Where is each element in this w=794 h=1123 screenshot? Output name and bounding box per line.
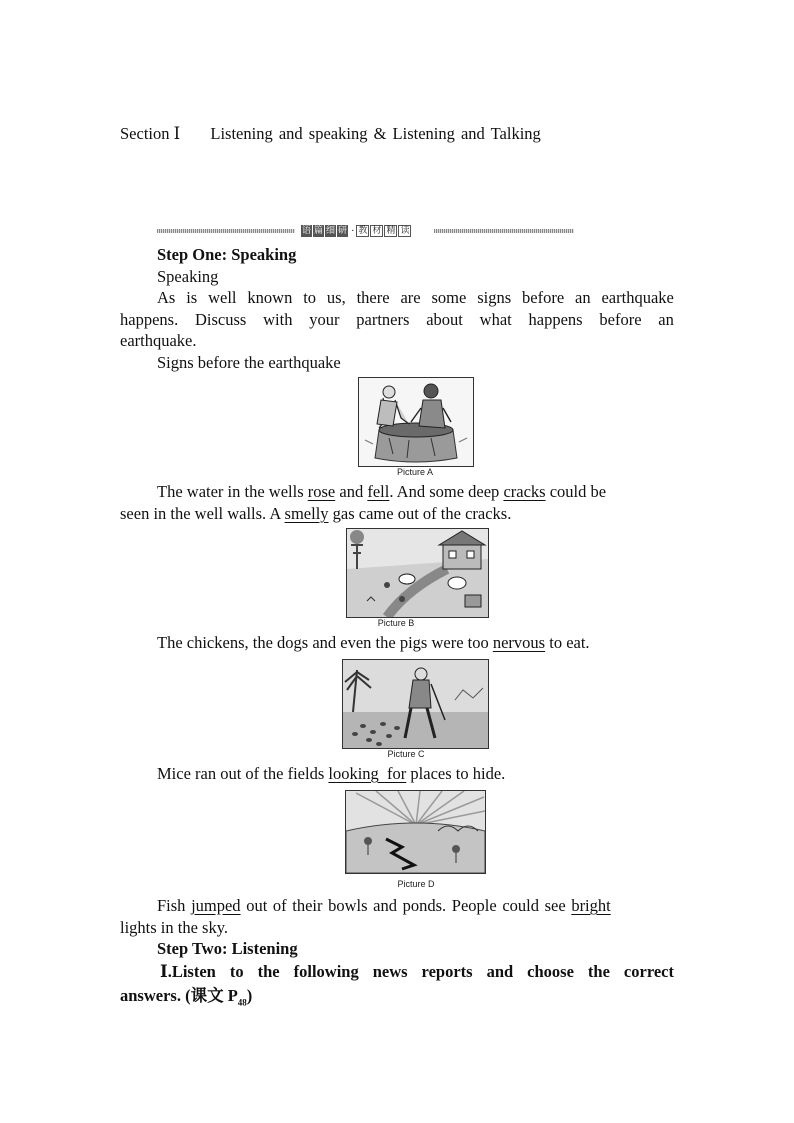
word: well	[208, 288, 237, 307]
picture-b-illustration	[346, 528, 489, 618]
word: what	[479, 310, 512, 329]
word: following	[293, 962, 359, 981]
word: to	[229, 962, 244, 981]
sentence-d-line-1	[157, 895, 674, 917]
answer-cracks: cracks	[503, 482, 546, 501]
sentence-b-line-1	[157, 632, 674, 654]
word: known	[247, 288, 293, 307]
word: an	[658, 310, 674, 329]
text: . And some deep	[389, 482, 504, 501]
picture-c-caption: Picture C	[387, 749, 425, 759]
word: an	[575, 288, 591, 307]
word: earthquake	[601, 288, 674, 307]
word: us,	[326, 288, 346, 307]
banner-char: 语	[302, 226, 312, 236]
banner-char: 读	[400, 226, 410, 236]
answer-looking-for: looking for	[328, 764, 407, 783]
picture-d-illustration	[345, 790, 486, 874]
answer-fell: fell	[367, 482, 390, 501]
banner-char: 研	[338, 226, 348, 236]
paragraph-line-1	[157, 287, 674, 309]
section-title	[120, 124, 541, 144]
banner-hatch-left	[157, 229, 295, 233]
answer-jumped: jumped	[191, 896, 241, 915]
text: could be	[545, 482, 607, 501]
text: and	[335, 482, 368, 501]
section-banner	[157, 224, 574, 238]
word: is	[186, 288, 198, 307]
word: signs	[477, 288, 512, 307]
text: Fish	[157, 896, 192, 915]
text: answers. (课文 P	[120, 986, 238, 1005]
picture-a-illustration	[358, 377, 474, 467]
paragraph-line-3: earthquake.	[120, 331, 197, 350]
picture-c-illustration	[342, 659, 489, 749]
answer-smelly: smelly	[284, 504, 329, 523]
sentence-a-line-1	[157, 481, 674, 503]
step-one-heading: Step One: Speaking	[157, 245, 297, 264]
picture-a-caption: Picture A	[396, 467, 434, 477]
banner-label	[301, 224, 412, 238]
word: choose	[527, 962, 574, 981]
word: news	[372, 962, 408, 981]
step-one-subheading: Speaking	[157, 267, 219, 286]
word: reports	[421, 962, 473, 981]
banner-char: 篇	[314, 226, 324, 236]
word: there	[356, 288, 390, 307]
text: The chickens, the dogs and even the pigs were too	[157, 633, 493, 652]
banner-dot: ·	[351, 225, 355, 237]
word: your	[309, 310, 340, 329]
word: Ⅰ.Listen	[160, 962, 216, 981]
word: to	[303, 288, 317, 307]
picture-d-svg	[346, 791, 485, 873]
banner-hatch-right	[434, 229, 574, 233]
section-heading: Listening and speaking & Listening and Talking	[210, 124, 541, 143]
banner-char: 细	[326, 226, 336, 236]
paragraph-line-2	[120, 309, 674, 331]
text: gas came out of the cracks.	[328, 504, 512, 523]
banner-char: 教	[358, 226, 368, 236]
text: )	[246, 986, 253, 1005]
word: some	[431, 288, 467, 307]
text: places to hide.	[406, 764, 506, 783]
text: out of their bowls and ponds. People could see	[240, 896, 572, 915]
word: As	[157, 288, 176, 307]
word: happens.	[120, 310, 179, 329]
word: happens	[528, 310, 583, 329]
picture-a-svg	[359, 378, 473, 466]
sentence-a-line-2	[120, 503, 674, 525]
step-two-heading: Step Two: Listening	[157, 939, 298, 958]
word: before	[599, 310, 642, 329]
sentence-d-line-2: lights in the sky.	[120, 918, 229, 937]
section-number: Section Ⅰ	[120, 124, 181, 143]
banner-char: 精	[386, 226, 396, 236]
text: The water in the wells	[157, 482, 308, 501]
word: the	[587, 962, 610, 981]
word: before	[522, 288, 565, 307]
word: Discuss	[194, 310, 247, 329]
word: are	[400, 288, 421, 307]
word: with	[263, 310, 293, 329]
picture-d-caption: Picture D	[397, 879, 435, 889]
text: to eat.	[545, 633, 590, 652]
page-number: 48	[237, 997, 247, 1008]
picture-b-caption: Picture B	[377, 618, 415, 628]
word: the	[257, 962, 280, 981]
answer-bright: bright	[571, 896, 611, 915]
word: about	[426, 310, 463, 329]
task-line-2	[120, 985, 674, 1013]
banner-char: 材	[372, 226, 382, 236]
answer-rose: rose	[307, 482, 336, 501]
text: Mice ran out of the fields	[157, 764, 329, 783]
picture-c-svg	[343, 660, 488, 748]
picture-b-svg	[347, 529, 488, 617]
word: and	[486, 962, 514, 981]
sentence-c-line-1	[157, 763, 674, 785]
signs-label: Signs before the earthquake	[157, 353, 341, 372]
task-line-1	[160, 961, 674, 983]
answer-nervous: nervous	[492, 633, 546, 652]
word: partners	[356, 310, 410, 329]
text: seen in the well walls. A	[120, 504, 285, 523]
word: correct	[623, 962, 674, 981]
